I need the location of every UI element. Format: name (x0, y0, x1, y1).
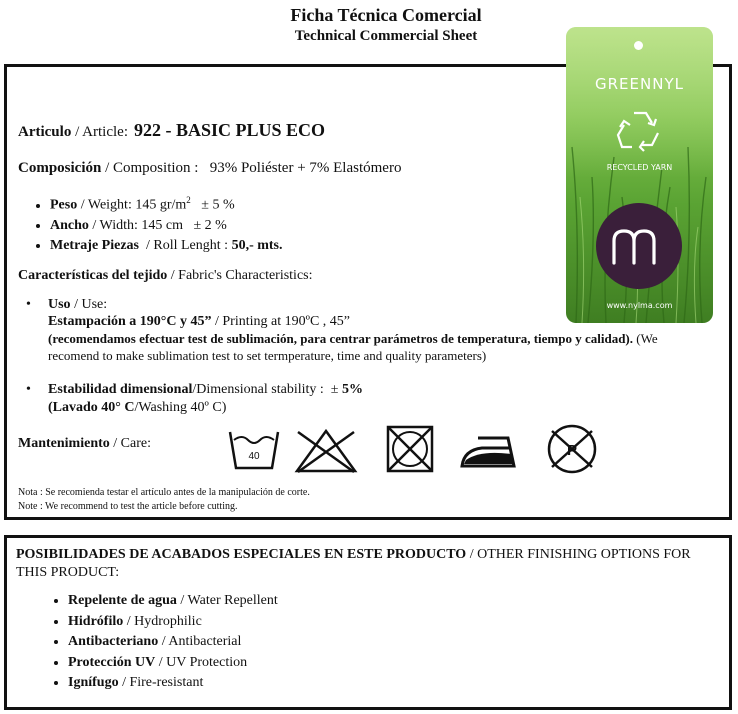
finishing-list (48, 591, 278, 694)
nylma-logo (596, 203, 682, 289)
roll-value: 50,- mts. (231, 237, 283, 253)
weight-tol-sign: ± (201, 197, 209, 213)
finish-es: Protección UV (68, 654, 156, 670)
specs-list (32, 190, 283, 256)
finishing-heading-en: / OTHER FINISHING OPTIONS FOR THIS PRODUCT: (16, 547, 691, 580)
use-bullet: • (26, 297, 31, 312)
list-item (68, 632, 278, 653)
weight-label-en: / Weight: (77, 197, 132, 213)
finish-en: / Antibacterial (158, 634, 242, 649)
fabric-characteristics-heading (18, 268, 313, 284)
finishing-heading-es: POSIBILIDADES DE ACABADOS ESPECIALES EN ESTE PRODUCTO (16, 547, 467, 562)
list-item (68, 612, 278, 633)
greennyl-tag (566, 27, 713, 323)
roll-label-en: / Roll Lenght : (142, 237, 229, 253)
tag-url: www.nylma.com (606, 301, 673, 310)
printing-en: / Printing at 190ºC , 45” (211, 314, 351, 329)
article-code: 922 - BASIC PLUS ECO (133, 120, 326, 140)
tag-brand: GREENNYL (595, 75, 684, 93)
finish-es: Repelente de agua (68, 593, 177, 608)
fabric-heading-en: / Fabric's Characteristics: (167, 268, 313, 283)
printing-es: Estampación a 190°C y 45” (48, 314, 212, 329)
weight-value: 145 gr/m (131, 197, 187, 213)
stability-tol-sign: ± (330, 382, 339, 397)
list-item (68, 673, 278, 694)
washing-es: (Lavado 40° C (48, 400, 135, 415)
weight-unit-sup: 2 (186, 195, 191, 205)
page-subtitle: Technical Commercial Sheet (294, 27, 478, 44)
no-bleach-icon (294, 428, 358, 474)
care-line (18, 436, 151, 452)
finishing-heading (16, 546, 716, 582)
finish-en: / UV Protection (155, 654, 248, 670)
composition-label-en: / Composition : (101, 160, 199, 176)
stability-label-es: Estabilidad dimensional (48, 382, 193, 397)
finish-es: Hidrófilo (68, 613, 124, 629)
finish-en: / Fire-resistant (118, 675, 204, 690)
no-tumble-dry-icon (386, 425, 434, 473)
note-es: Nota : Se recomienda testar el artículo antes de la manipulación de corte. (18, 487, 310, 498)
recommendation-es: (recomendamos efectuar test de sublimación, para centrar parámetros de temperatura, tiempo y calidad). (48, 331, 634, 346)
article-label-es: Articulo (18, 124, 72, 140)
width-tolerance: 2 % (201, 217, 227, 233)
article-line (18, 120, 325, 141)
spec-roll (50, 236, 283, 256)
wash-temp-label: 40 (248, 451, 260, 462)
article-label-en: / Article: (71, 124, 128, 140)
fabric-heading-es: Características del tejido (18, 268, 168, 283)
use-label-en: / Use: (70, 297, 108, 312)
recommendation-en: (We recomend to make sublimation test to set termperature, time and quality parameters) (48, 331, 658, 363)
width-value: 145 cm (137, 217, 183, 233)
tag-hole (634, 41, 643, 50)
recycle-icon (614, 107, 666, 157)
note-en: Note : We recommend to test the article before cutting. (18, 501, 238, 512)
stability-value: 5% (338, 382, 363, 397)
finish-en: / Water Repellent (176, 593, 278, 608)
finish-es: Ignífugo (68, 675, 119, 690)
composition-line (18, 160, 401, 177)
use-label-es: Uso (48, 297, 71, 312)
width-label-en: / Width: (88, 217, 138, 233)
list-item (68, 591, 278, 612)
weight-label-es: Peso (50, 197, 78, 213)
composition-label-es: Composición (18, 160, 102, 176)
finish-en: / Hydrophilic (123, 613, 202, 629)
list-item (68, 653, 278, 674)
roll-label-es: Metraje Piezas (50, 237, 139, 253)
notes (18, 486, 310, 514)
washing-en: /Washing 40º C) (134, 400, 227, 415)
dryclean-letter: P (566, 442, 578, 459)
iron-icon (460, 432, 518, 470)
stability-block (48, 381, 363, 417)
mm-logo-mark (596, 203, 682, 289)
composition-value: 93% Poliéster + 7% Elastómero (209, 160, 402, 176)
care-label-es: Mantenimiento (18, 436, 110, 451)
page-title: Ficha Técnica Comercial (290, 5, 482, 25)
tag-recycled-label: RECYCLED YARN (606, 163, 673, 172)
width-label-es: Ancho (50, 217, 89, 233)
spec-weight (50, 190, 283, 216)
wash-40-icon (228, 428, 280, 472)
no-dry-clean-p-icon (544, 423, 600, 475)
stability-bullet: • (26, 382, 31, 397)
stability-label-en: /Dimensional stability : (192, 382, 324, 397)
care-label-en: / Care: (109, 436, 151, 451)
spec-width (50, 216, 283, 236)
weight-tolerance: 5 % (208, 197, 235, 213)
finish-es: Antibacteriano (68, 634, 159, 649)
width-tol-sign: ± (193, 217, 202, 233)
